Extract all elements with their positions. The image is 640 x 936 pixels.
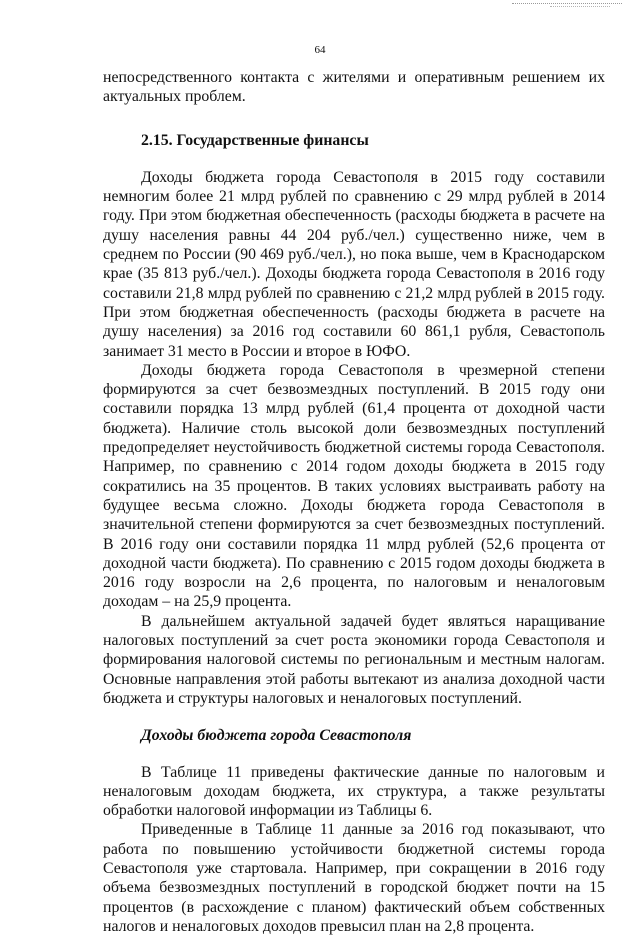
document-body [103, 68, 605, 936]
section-heading: 2.15. Государственные финансы [141, 131, 369, 149]
paragraph: В Таблице 11 приведены фактические данные по налоговым и неналоговым доходам бюджета, их структура, а также результаты обработки налоговой информации из Таблицы 6. [103, 763, 605, 820]
paragraph: Доходы бюджета города Севастополя в 2015 году составили немногим более 21 млрд рублей по сравнению с 29 млрд рублей в 2014 году. При этом бюджетная обеспеченность (расходы бюджета в расчете на душу населения равны 44 204 руб./чел.) существенно ниже, чем в среднем по России (90 469 руб./чел.), но пока выше, чем в Краснодарском крае (35 813 руб./чел.). Доходы бюджета города Севастополя в 2016 году составили 21,8 млрд рублей по сравнению с 21,2 млрд рублей в 2015 году. При этом бюджетная обеспеченность (расходы бюджета в расчете на душу населения) за 2016 год составили 60 861,1 рубля, Севастополь занимает 31 место в России и второе в ЮФО. [103, 168, 605, 360]
scan-artifact [550, 6, 610, 8]
subsection-heading: Доходы бюджета города Севастополя [141, 727, 412, 745]
paragraph: Доходы бюджета города Севастополя в чрезмерной степени формируются за счет безвозмездных поступлений. В 2015 году они составили порядка 13 млрд рублей (61,4 процента от доходной части бюджета). Наличие столь высокой доли безвозмездных поступлений предопределяет неустойчивость бюджетной системы города Севастополя. Например, по сравнению с 2014 годом доходы бюджета в 2015 году сократились на 35 процентов. В таких условиях выстраивать работу на будущее весьма сложно. Доходы бюджета города Севастополя в значительной степени формируются за счет безвозмездных поступлений. В 2016 году они составили порядка 11 млрд рублей (52,6 процента от доходной части бюджета). По сравнению с 2015 годом доходы бюджета в 2016 году возросли на 2,6 процента, по налоговым и неналоговым доходам – на 25,9 процента. [103, 361, 605, 611]
paragraph-continuation: непосредственного контакта с жителями и оперативным решением их актуальных проблем. [103, 69, 605, 106]
paragraph: Приведенные в Таблице 11 данные за 2016 год показывают, что работа по повышению устойчивости бюджетной системы города Севастополя уже стартовала. Например, при сокращении в 2016 году объема безвозмездных поступлений в городской бюджет почти на 15 процентов (в расхождение с планом) фактический объем собственных налогов и неналоговых доходов превысил план на 2,8 процента. [103, 821, 605, 935]
scan-artifact [512, 3, 622, 5]
page-number: 64 [314, 44, 326, 56]
paragraph: В дальнейшем актуальной задачей будет являться наращивание налоговых поступлений за счет роста экономики города Севастополя и формирования налоговой системы по региональным и местным налогам. Основные направления этой работы вытекают из анализа доходной части бюджета и структуры налоговых и неналоговых поступлений. [103, 612, 605, 707]
